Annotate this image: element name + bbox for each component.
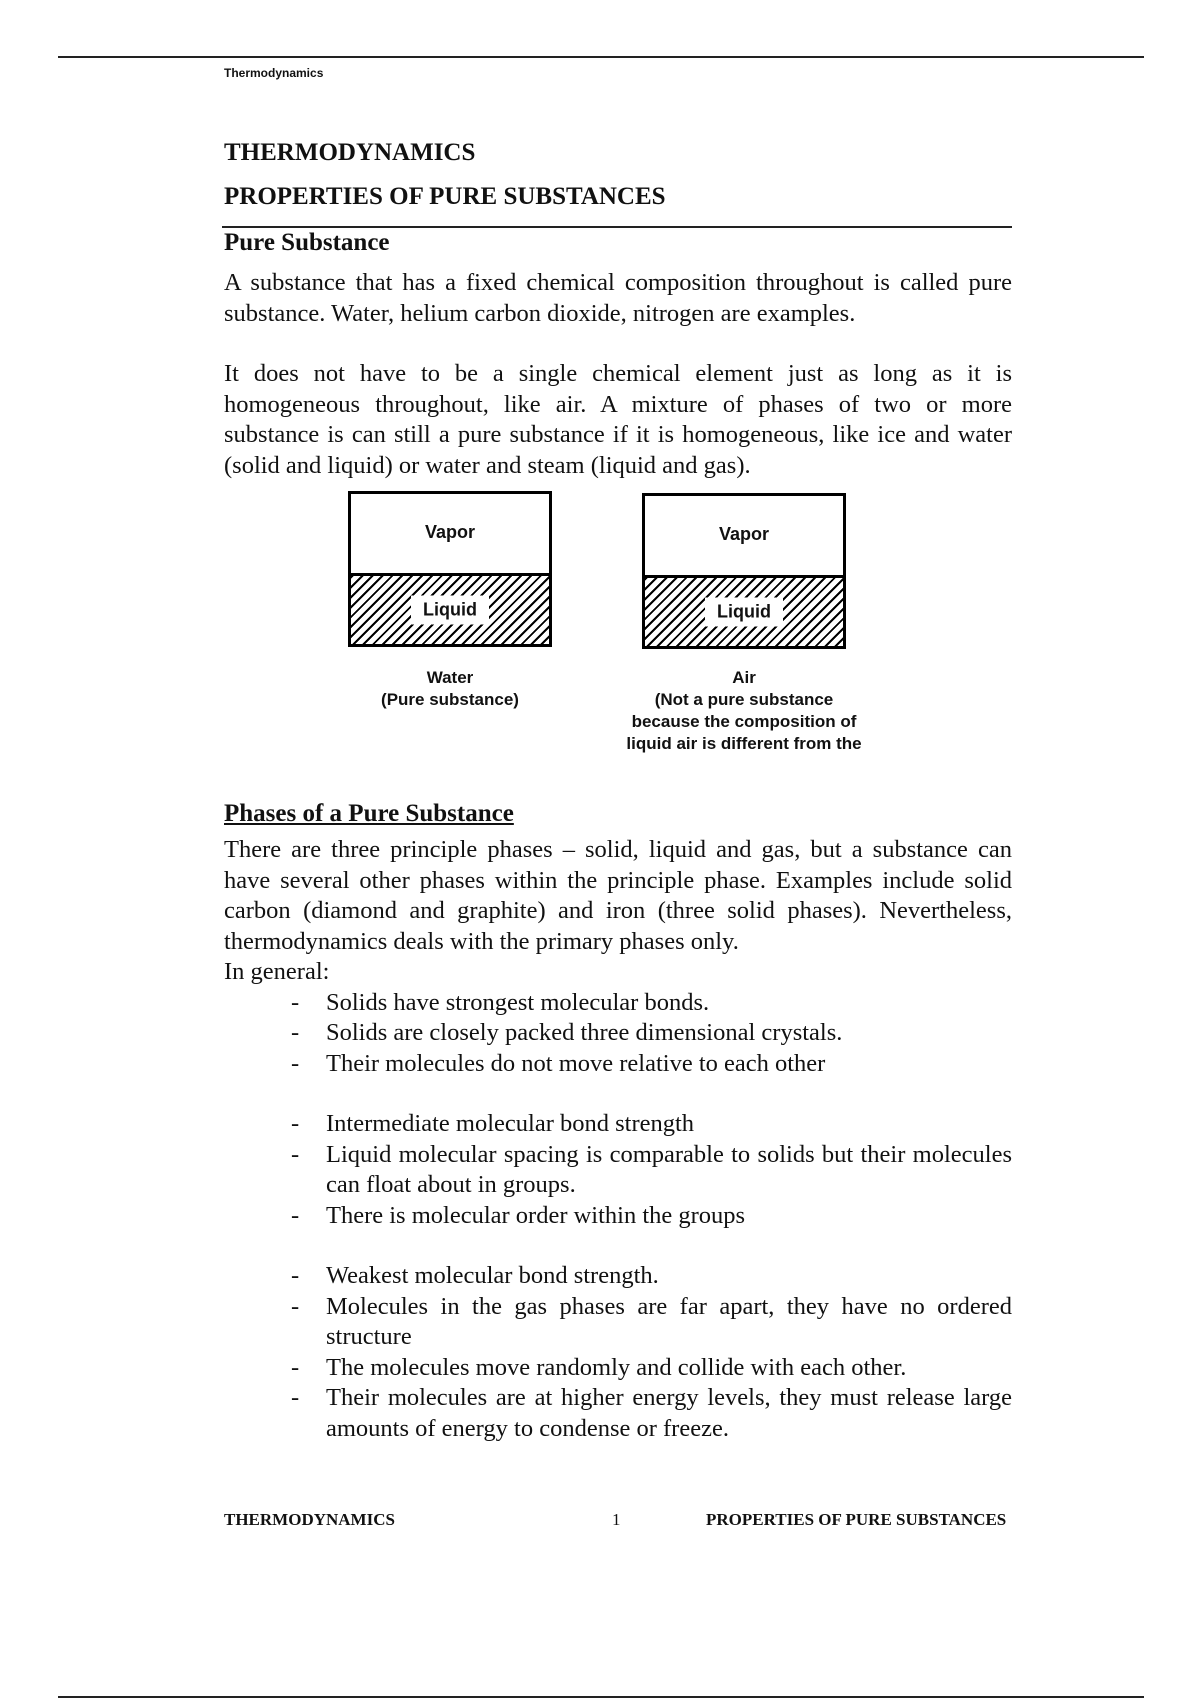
list-item: - The molecules move randomly and collide with each other. xyxy=(326,1353,1012,1384)
caption-line: (Pure substance) xyxy=(381,690,519,709)
liquid-region xyxy=(351,573,549,644)
water-container-diagram xyxy=(348,491,552,647)
liquid-label: Liquid xyxy=(705,598,783,627)
document-title: THERMODYNAMICS xyxy=(224,139,476,166)
air-container-diagram xyxy=(642,493,846,649)
water-caption xyxy=(310,667,590,711)
liquid-region xyxy=(645,575,843,646)
document-subtitle: PROPERTIES OF PURE SUBSTANCES xyxy=(224,183,666,210)
gases-list xyxy=(224,1261,1012,1444)
list-item: - Their molecules do not move relative to each other xyxy=(326,1049,1012,1080)
footer-right: PROPERTIES OF PURE SUBSTANCES xyxy=(706,1510,1007,1529)
page-content xyxy=(224,132,1012,1444)
bottom-rule xyxy=(58,1696,1144,1698)
caption-line: liquid air is different from the xyxy=(626,734,862,753)
list-item: - Liquid molecular spacing is comparable to solids but their molecules can float about in groups. xyxy=(326,1140,1012,1201)
page-number: 1 xyxy=(612,1510,621,1529)
caption-line: because the composition of xyxy=(631,712,857,731)
list-item: - Solids have strongest molecular bonds. xyxy=(326,988,1012,1019)
liquid-label: Liquid xyxy=(411,596,489,625)
liquids-list xyxy=(224,1109,1012,1231)
list-item: - Molecules in the gas phases are far apart, they have no ordered structure xyxy=(326,1292,1012,1353)
phase-figure xyxy=(224,491,1012,799)
footer-left: THERMODYNAMICS xyxy=(224,1510,395,1529)
solids-list xyxy=(224,988,1012,1080)
paragraph: A substance that has a fixed chemical composition throughout is called pure substance. Water, helium carbon dioxide, nitrogen are examples. xyxy=(224,269,1012,327)
vapor-label: Vapor xyxy=(424,522,476,542)
vapor-label: Vapor xyxy=(718,524,770,544)
list-item: - Solids are closely packed three dimensional crystals. xyxy=(326,1018,1012,1049)
list-item: - Intermediate molecular bond strength xyxy=(326,1109,1012,1140)
air-caption xyxy=(604,667,884,755)
header-rule xyxy=(58,56,1144,58)
in-general-label: In general: xyxy=(224,958,330,985)
list-item: - Their molecules are at higher energy levels, they must release large amounts of energy to condense or freeze. xyxy=(326,1383,1012,1444)
phases-heading: Phases of a Pure Substance xyxy=(224,800,514,827)
list-item: - There is molecular order within the groups xyxy=(326,1201,1012,1232)
caption-line: (Not a pure substance xyxy=(654,690,834,709)
caption-line: Water xyxy=(426,668,474,687)
paragraph: It does not have to be a single chemical element just as long as it is homogeneous throughout, like air. A mixture of phases of two or more substance is can still a pure substance if it is homogeneous, like ice and water (solid and liquid) or water and steam (liquid and gas). xyxy=(224,360,1012,479)
pure-substance-heading: Pure Substance xyxy=(224,229,390,256)
paragraph: There are three principle phases – solid, liquid and gas, but a substance can have several other phases within the principle phase. Examples include solid carbon (diamond and graphite) and iron (three solid phases). Nevertheless, thermodynamics deals with the primary phases only. xyxy=(224,836,1012,955)
caption-line: Air xyxy=(732,668,756,687)
list-item: - Weakest molecular bond strength. xyxy=(326,1261,1012,1292)
running-header: Thermodynamics xyxy=(224,66,324,80)
